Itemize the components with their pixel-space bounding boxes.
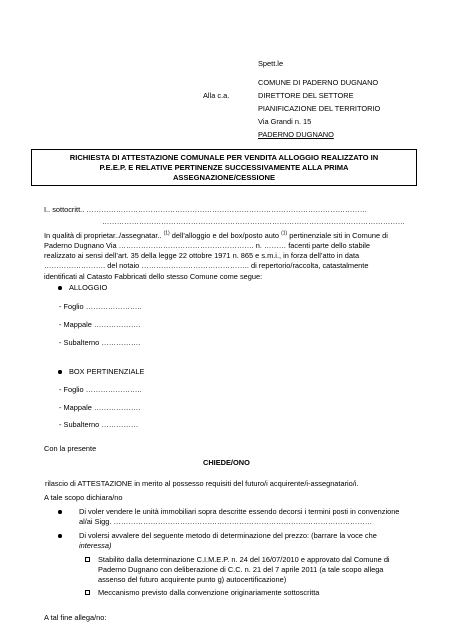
intro-line-4: Paderno Dugnano Via ………………………………………………. n. ……… facenti parte dello stabile [44, 241, 370, 250]
recipient-direttore: DIRETTORE DEL SETTORE [258, 91, 354, 100]
rilascio-text: rilascio di ATTESTAZIONE in merito al possesso requisiti del futuro/i acquirente/i-assegnatario/i. [45, 479, 359, 488]
checkbox-icon[interactable] [85, 590, 90, 595]
dich2-line-1: Di volersi avvalere del seguente metodo di determinazione del prezzo: (barrare la voce che [79, 531, 377, 540]
opt1-line-2: Paderno Dugnano con deliberazione di C.C. n. 21 del 7 aprile 2011 (a tale scopo allega [98, 565, 384, 574]
con-la-presente: Con la presente [44, 444, 97, 453]
title-box [31, 149, 417, 186]
intro-line-2: …………………………………………………………………………………………………………… [102, 217, 406, 226]
recipient-alla-ca: Alla c.a. [203, 91, 230, 100]
bullet-icon [58, 510, 62, 514]
opt1-line-3: assenso del futuro acquirente punto g) autocertificazione) [98, 575, 287, 584]
intro-line-3 [44, 231, 388, 240]
scopo-text: A tale scopo dichiara/no [44, 493, 123, 502]
dich1-line-2: al/ai Sigg. …………………………………………………………………………………………… [79, 517, 373, 526]
recipient-via: Via Grandi n. 15 [258, 117, 312, 126]
bullet-icon [58, 370, 62, 374]
footnote-ref-2: (1) [281, 230, 288, 237]
intro-line-6: ……………………. del notaio …………………………………….. di repertorio/raccolta, catastalmente [44, 261, 369, 270]
box-mappale: - Mappale ………………. [59, 403, 141, 412]
bullet-icon [58, 286, 62, 290]
box-title: BOX PERTINENZIALE [69, 367, 145, 376]
alloggio-mappale: - Mappale ………………. [59, 320, 141, 329]
box-foglio: - Foglio ………………….. [59, 385, 142, 394]
chiede-heading: CHIEDE/ONO [203, 458, 250, 467]
intro-line-3b: dell’alloggio e del box/posto auto [171, 231, 280, 240]
alloggio-subalterno: - Subalterno ……………. [59, 338, 141, 347]
recipient-citta: PADERNO DUGNANO [258, 130, 334, 139]
title-line-3: ASSEGNAZIONE/CESSIONE [172, 173, 276, 182]
intro-line-7: identificati al Catasto Fabbricati dello stesso Comune come segue: [44, 272, 263, 281]
title-line-1: RICHIESTA DI ATTESTAZIONE COMUNALE PER VENDITA ALLOGGIO REALIZZATO IN [69, 153, 379, 162]
recipient-spett: Spett.le [258, 59, 284, 68]
intro-line-1: I.. sottocritt.. …………………………………………………………………………………………………… [44, 205, 368, 214]
dich1-line-1: Di voler vendere le unità immobiliari sopra descritte essendo decorsi i termini posti in convenzione [79, 507, 400, 516]
bullet-icon [58, 534, 62, 538]
footnote-ref-1: (1) [163, 230, 170, 237]
alloggio-foglio: - Foglio ………………….. [59, 302, 142, 311]
alloggio-title: ALLOGGIO [69, 283, 108, 292]
opt2-text: Meccanismo previsto dalla convenzione originariamente sottoscritta [98, 588, 320, 597]
intro-line-3a: In qualità di proprietar../assegnatar.. [44, 231, 162, 240]
recipient-comune: COMUNE DI PADERNO DUGNANO [258, 78, 379, 87]
intro-line-3c: pertinenziale siti in Comune di [289, 231, 388, 240]
checkbox-icon[interactable] [85, 557, 90, 562]
box-subalterno: - Subalterno …………… [59, 420, 139, 429]
opt1-line-1: Stabilito dalla determinazione C.I.M.E.P. n. 24 del 16/07/2010 e approvato dal Comune di [98, 555, 390, 564]
title-line-2: P.E.E.P. E RELATIVE PERTINENZE SUCCESSIVAMENTE ALLA PRIMA [99, 163, 349, 172]
allega-text: A tal fine allega/no: [44, 613, 107, 622]
dich2-line-2: interessa) [79, 541, 112, 550]
intro-line-5: realizzato ai sensi dell’art. 35 della legge 22 ottobre 1971 n. 865 e s.m.i., in forza dell’atto in data [44, 251, 360, 260]
recipient-pianificazione: PIANIFICAZIONE DEL TERRITORIO [258, 104, 381, 113]
